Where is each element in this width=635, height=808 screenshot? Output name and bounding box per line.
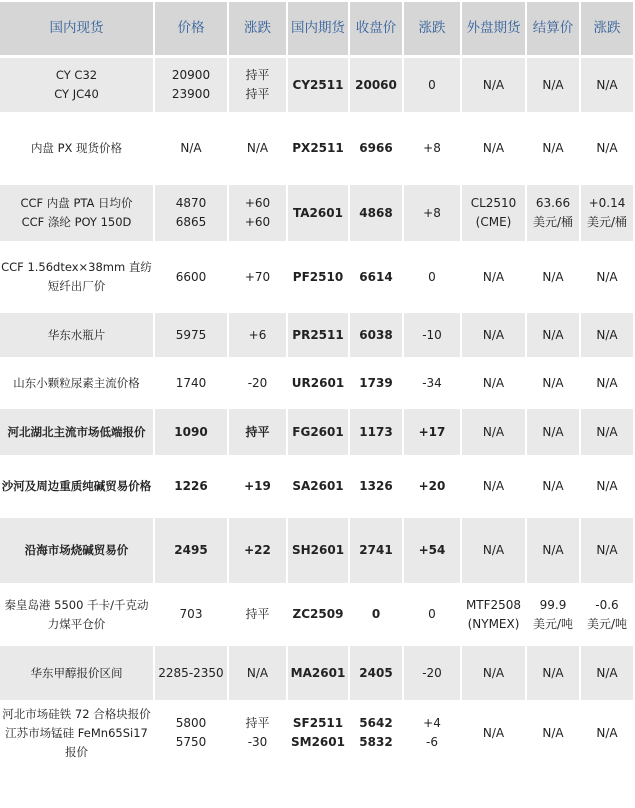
cell-spot-change: [229, 58, 286, 112]
cell-text-line: N/A: [542, 424, 564, 439]
cell-futures-contract: [288, 58, 348, 112]
cell-futures-contract: [288, 115, 348, 182]
cell-text-line: N/A: [542, 479, 564, 493]
cell-text-line: N/A: [180, 141, 202, 155]
cell-text-line: SA2601: [292, 479, 344, 493]
cell-futures-change: [404, 313, 460, 357]
cell-text-line: N/A: [542, 543, 564, 557]
cell-settlement-price: [527, 703, 579, 763]
cell-text-line: +17: [418, 424, 446, 439]
cell-text-line: MA2601: [290, 665, 346, 680]
cell-settlement-change: [581, 185, 633, 241]
cell-text-line: N/A: [596, 725, 618, 740]
cell-text-line: 持平: [245, 424, 270, 439]
cell-text-line: 4868: [359, 205, 393, 220]
cell-spot-price: [155, 185, 227, 241]
cell-text-line: 5750: [175, 735, 207, 749]
cell-spot-change: [229, 115, 286, 182]
cell-text-line: N/A: [482, 479, 505, 493]
cell-foreign-futures: [462, 313, 525, 357]
cell-settlement-price: [527, 586, 579, 643]
cell-text-line: 1090: [174, 424, 208, 439]
cell-futures-contract: [288, 586, 348, 643]
cell-settlement-change: [581, 58, 633, 112]
cell-text-line: CCF 1.56dtex×38mm 直纺: [1, 260, 152, 274]
table-row: [0, 703, 633, 763]
cell-text-line: (CME): [475, 215, 512, 229]
cell-text-line: MTF2508: [465, 597, 522, 612]
cell-spot-price: [155, 458, 227, 515]
cell-text-line: PF2510: [292, 269, 344, 284]
header-futures-change: 涨跌: [404, 2, 460, 55]
cell-settlement-change: [581, 646, 633, 700]
cell-text-line: 持平: [245, 607, 270, 621]
cell-text-line: CY JC40: [54, 87, 99, 101]
cell-text-line: +8: [423, 141, 441, 155]
cell-foreign-futures: [462, 409, 525, 455]
cell-spot-change: [229, 518, 286, 583]
cell-text-line: 703: [179, 607, 203, 621]
cell-futures-contract: [288, 458, 348, 515]
cell-text-line: 2495: [174, 543, 208, 557]
table-row: [0, 115, 633, 182]
cell-text-line: N/A: [482, 77, 505, 92]
header-price: 价格: [155, 2, 227, 55]
cell-spot-price: [155, 409, 227, 455]
cell-text-line: N/A: [246, 141, 269, 155]
cell-text-line: +70: [244, 269, 271, 284]
cell-text-line: +8: [423, 205, 441, 220]
cell-text-line: N/A: [542, 77, 564, 92]
cell-text-line: +22: [244, 543, 271, 557]
cell-text-line: 20060: [355, 77, 397, 92]
cell-text-line: N/A: [482, 269, 505, 284]
cell-text-line: N/A: [596, 77, 618, 92]
cell-text-line: (NYMEX): [467, 616, 520, 631]
cell-text-line: -20: [247, 375, 268, 390]
cell-text-line: 0: [428, 607, 436, 621]
cell-spot-name: [0, 703, 153, 763]
cell-close-price: [350, 115, 402, 182]
cell-text-line: N/A: [596, 141, 618, 155]
cell-text-line: 0: [428, 269, 436, 284]
cell-futures-contract: [288, 518, 348, 583]
cell-text-line: 1739: [359, 375, 393, 390]
cell-text-line: N/A: [542, 375, 564, 390]
cell-close-price: [350, 244, 402, 310]
cell-text-line: -34: [422, 375, 442, 390]
cell-text-line: CL2510: [470, 196, 517, 210]
cell-spot-name: [0, 115, 153, 182]
cell-text-line: 5800: [175, 716, 207, 730]
cell-settlement-price: [527, 313, 579, 357]
cell-close-price: [350, 58, 402, 112]
cell-text-line: N/A: [542, 269, 564, 284]
cell-text-line: 2405: [359, 665, 393, 680]
cell-close-price: [350, 646, 402, 700]
cell-futures-change: [404, 115, 460, 182]
cell-text-line: SF2511: [292, 716, 344, 730]
cell-text-line: 报价: [65, 744, 88, 759]
cell-text-line: 河北市场硅铁 72 合格块报价: [2, 706, 151, 721]
cell-futures-contract: [288, 409, 348, 455]
header-domestic-futures: 国内期货: [288, 2, 348, 55]
cell-spot-change: [229, 458, 286, 515]
table-row: [0, 244, 633, 310]
cell-text-line: N/A: [482, 665, 505, 680]
table-row: [0, 313, 633, 357]
cell-spot-name: [0, 518, 153, 583]
cell-text-line: TA2601: [293, 205, 343, 220]
cell-text-line: 沙河及周边重质纯碱贸易价格: [1, 479, 152, 493]
cell-futures-change: [404, 360, 460, 406]
cell-text-line: N/A: [482, 725, 505, 740]
cell-text-line: 6038: [359, 327, 393, 342]
cell-spot-name: [0, 313, 153, 357]
cell-settlement-change: [581, 703, 633, 763]
cell-spot-change: [229, 313, 286, 357]
cell-futures-change: [404, 646, 460, 700]
cell-text-line: FG2601: [292, 424, 344, 439]
cell-futures-change: [404, 586, 460, 643]
cell-text-line: UR2601: [291, 375, 345, 390]
cell-close-price: [350, 703, 402, 763]
cell-futures-change: [404, 244, 460, 310]
cell-settlement-price: [527, 409, 579, 455]
cell-foreign-futures: [462, 185, 525, 241]
cell-close-price: [350, 458, 402, 515]
header-settlement-change: 涨跌: [581, 2, 633, 55]
cell-spot-price: [155, 586, 227, 643]
cell-text-line: +60: [244, 215, 271, 229]
cell-text-line: CCF 内盘 PTA 日均价: [20, 196, 133, 210]
cell-text-line: 美元/吨: [532, 616, 574, 631]
cell-text-line: N/A: [596, 665, 618, 680]
cell-text-line: 力煤平仓价: [47, 616, 106, 631]
cell-settlement-change: [581, 115, 633, 182]
cell-text-line: 1326: [359, 479, 393, 493]
cell-text-line: N/A: [482, 375, 505, 390]
cell-text-line: 1226: [174, 479, 208, 493]
table-row: [0, 360, 633, 406]
cell-foreign-futures: [462, 458, 525, 515]
cell-foreign-futures: [462, 115, 525, 182]
cell-text-line: CY C32: [55, 68, 98, 82]
cell-text-line: 6865: [175, 215, 207, 229]
cell-spot-change: [229, 646, 286, 700]
cell-spot-name: [0, 244, 153, 310]
cell-foreign-futures: [462, 58, 525, 112]
cell-futures-contract: [288, 646, 348, 700]
cell-futures-contract: [288, 244, 348, 310]
cell-text-line: 5832: [359, 735, 393, 749]
cell-text-line: 2285-2350: [158, 665, 224, 680]
cell-futures-contract: [288, 703, 348, 763]
cell-text-line: N/A: [542, 327, 564, 342]
cell-spot-change: [229, 409, 286, 455]
cell-text-line: +60: [244, 196, 271, 210]
cell-text-line: N/A: [482, 141, 505, 155]
cell-text-line: 内盘 PX 现货价格: [30, 141, 123, 155]
cell-spot-price: [155, 115, 227, 182]
cell-text-line: N/A: [542, 141, 564, 155]
cell-text-line: +20: [418, 479, 446, 493]
cell-close-price: [350, 518, 402, 583]
cell-text-line: -6: [426, 735, 438, 749]
cell-futures-change: [404, 409, 460, 455]
cell-close-price: [350, 313, 402, 357]
cell-foreign-futures: [462, 518, 525, 583]
cell-text-line: 2741: [359, 543, 393, 557]
cell-spot-change: [229, 703, 286, 763]
cell-settlement-price: [527, 185, 579, 241]
cell-text-line: 持平: [245, 716, 270, 730]
cell-futures-change: [404, 518, 460, 583]
cell-text-line: +4: [423, 716, 441, 730]
cell-spot-change: [229, 185, 286, 241]
cell-text-line: N/A: [596, 375, 618, 390]
cell-settlement-change: [581, 244, 633, 310]
cell-text-line: 持平: [245, 68, 270, 82]
cell-text-line: 华东甲醇报价区间: [30, 665, 123, 680]
cell-text-line: 持平: [245, 87, 270, 101]
cell-text-line: 6600: [175, 269, 207, 284]
header-foreign-futures: 外盘期货: [462, 2, 525, 55]
cell-spot-name: [0, 185, 153, 241]
table-row: [0, 185, 633, 241]
cell-text-line: 99.9: [539, 597, 567, 612]
cell-close-price: [350, 360, 402, 406]
cell-settlement-change: [581, 409, 633, 455]
table-body: [0, 58, 633, 763]
cell-text-line: 63.66: [535, 196, 571, 210]
cell-text-line: CCF 涤纶 POY 150D: [21, 215, 132, 229]
cell-text-line: -30: [247, 735, 268, 749]
cell-futures-change: [404, 703, 460, 763]
cell-spot-price: [155, 646, 227, 700]
cell-text-line: +54: [418, 543, 446, 557]
cell-text-line: N/A: [542, 725, 564, 740]
table-row: [0, 646, 633, 700]
cell-close-price: [350, 586, 402, 643]
cell-text-line: PX2511: [292, 141, 344, 155]
cell-futures-change: [404, 58, 460, 112]
table-row: [0, 586, 633, 643]
cell-text-line: 美元/桶: [532, 215, 574, 229]
table-row: [0, 409, 633, 455]
cell-text-line: 20900: [171, 68, 211, 82]
cell-text-line: 沿海市场烧碱贸易价: [24, 543, 129, 557]
cell-close-price: [350, 185, 402, 241]
cell-text-line: 1740: [175, 375, 207, 390]
cell-text-line: 华东水瓶片: [47, 327, 106, 342]
cell-text-line: 秦皇岛港 5500 千卡/千克动: [4, 597, 149, 612]
cell-futures-contract: [288, 185, 348, 241]
cell-futures-change: [404, 458, 460, 515]
cell-spot-name: [0, 646, 153, 700]
cell-spot-price: [155, 313, 227, 357]
cell-spot-name: [0, 586, 153, 643]
cell-text-line: CY2511: [292, 77, 344, 92]
cell-spot-name: [0, 58, 153, 112]
header-domestic-spot: 国内现货: [0, 2, 153, 55]
cell-text-line: N/A: [596, 543, 618, 557]
cell-text-line: +6: [248, 327, 267, 342]
cell-spot-name: [0, 409, 153, 455]
cell-text-line: N/A: [482, 424, 505, 439]
cell-text-line: N/A: [596, 424, 618, 439]
cell-text-line: 江苏市场锰硅 FeMn65Si17: [5, 725, 148, 740]
table-row: [0, 518, 633, 583]
cell-text-line: -0.6: [595, 597, 619, 612]
cell-spot-name: [0, 458, 153, 515]
cell-text-line: SH2601: [291, 543, 345, 557]
header-close-price: 收盘价: [350, 2, 402, 55]
cell-settlement-price: [527, 244, 579, 310]
cell-settlement-price: [527, 115, 579, 182]
cell-futures-change: [404, 185, 460, 241]
cell-text-line: SM2601: [291, 735, 345, 749]
cell-settlement-price: [527, 360, 579, 406]
cell-text-line: 美元/吨: [586, 616, 628, 631]
cell-text-line: N/A: [246, 665, 269, 680]
header-spot-change: 涨跌: [229, 2, 286, 55]
cell-text-line: +19: [244, 479, 271, 493]
cell-settlement-change: [581, 313, 633, 357]
cell-text-line: 短纤出厂价: [47, 279, 106, 293]
cell-text-line: PR2511: [292, 327, 344, 342]
cell-text-line: N/A: [596, 327, 618, 342]
cell-text-line: 5975: [175, 327, 207, 342]
cell-close-price: [350, 409, 402, 455]
cell-text-line: 4870: [175, 196, 207, 210]
table-header-row: [0, 2, 633, 55]
cell-text-line: N/A: [596, 269, 618, 284]
cell-text-line: 0: [371, 607, 381, 621]
cell-foreign-futures: [462, 586, 525, 643]
cell-text-line: 5642: [359, 716, 393, 730]
cell-text-line: +0.14: [588, 196, 626, 210]
cell-text-line: N/A: [482, 543, 505, 557]
cell-spot-price: [155, 360, 227, 406]
cell-text-line: 6614: [359, 269, 393, 284]
cell-text-line: 1173: [359, 424, 393, 439]
cell-foreign-futures: [462, 703, 525, 763]
cell-settlement-change: [581, 458, 633, 515]
cell-settlement-price: [527, 518, 579, 583]
cell-futures-contract: [288, 313, 348, 357]
cell-text-line: N/A: [482, 327, 505, 342]
cell-foreign-futures: [462, 646, 525, 700]
cell-futures-contract: [288, 360, 348, 406]
cell-settlement-change: [581, 518, 633, 583]
cell-settlement-change: [581, 360, 633, 406]
cell-spot-price: [155, 518, 227, 583]
cell-settlement-price: [527, 646, 579, 700]
cell-text-line: 山东小颗粒尿素主流价格: [13, 375, 140, 390]
cell-spot-price: [155, 703, 227, 763]
cell-foreign-futures: [462, 360, 525, 406]
cell-spot-price: [155, 244, 227, 310]
cell-spot-name: [0, 360, 153, 406]
cell-spot-change: [229, 244, 286, 310]
cell-text-line: -10: [422, 327, 442, 342]
cell-text-line: 河北湖北主流市场低端报价: [7, 424, 146, 439]
table-row: [0, 58, 633, 112]
cell-spot-change: [229, 360, 286, 406]
cell-text-line: -20: [422, 665, 442, 680]
cell-spot-change: [229, 586, 286, 643]
cell-text-line: ZC2509: [292, 607, 344, 621]
cell-spot-price: [155, 58, 227, 112]
cell-text-line: N/A: [542, 665, 564, 680]
cell-settlement-price: [527, 458, 579, 515]
cell-text-line: 0: [428, 77, 436, 92]
cell-text-line: 6966: [359, 141, 393, 155]
cell-settlement-change: [581, 586, 633, 643]
cell-text-line: 美元/桶: [586, 215, 628, 229]
header-settlement-price: 结算价: [527, 2, 579, 55]
cell-text-line: 23900: [171, 87, 211, 101]
table-row: [0, 458, 633, 515]
cell-text-line: N/A: [596, 479, 618, 493]
cell-foreign-futures: [462, 244, 525, 310]
cell-settlement-price: [527, 58, 579, 112]
